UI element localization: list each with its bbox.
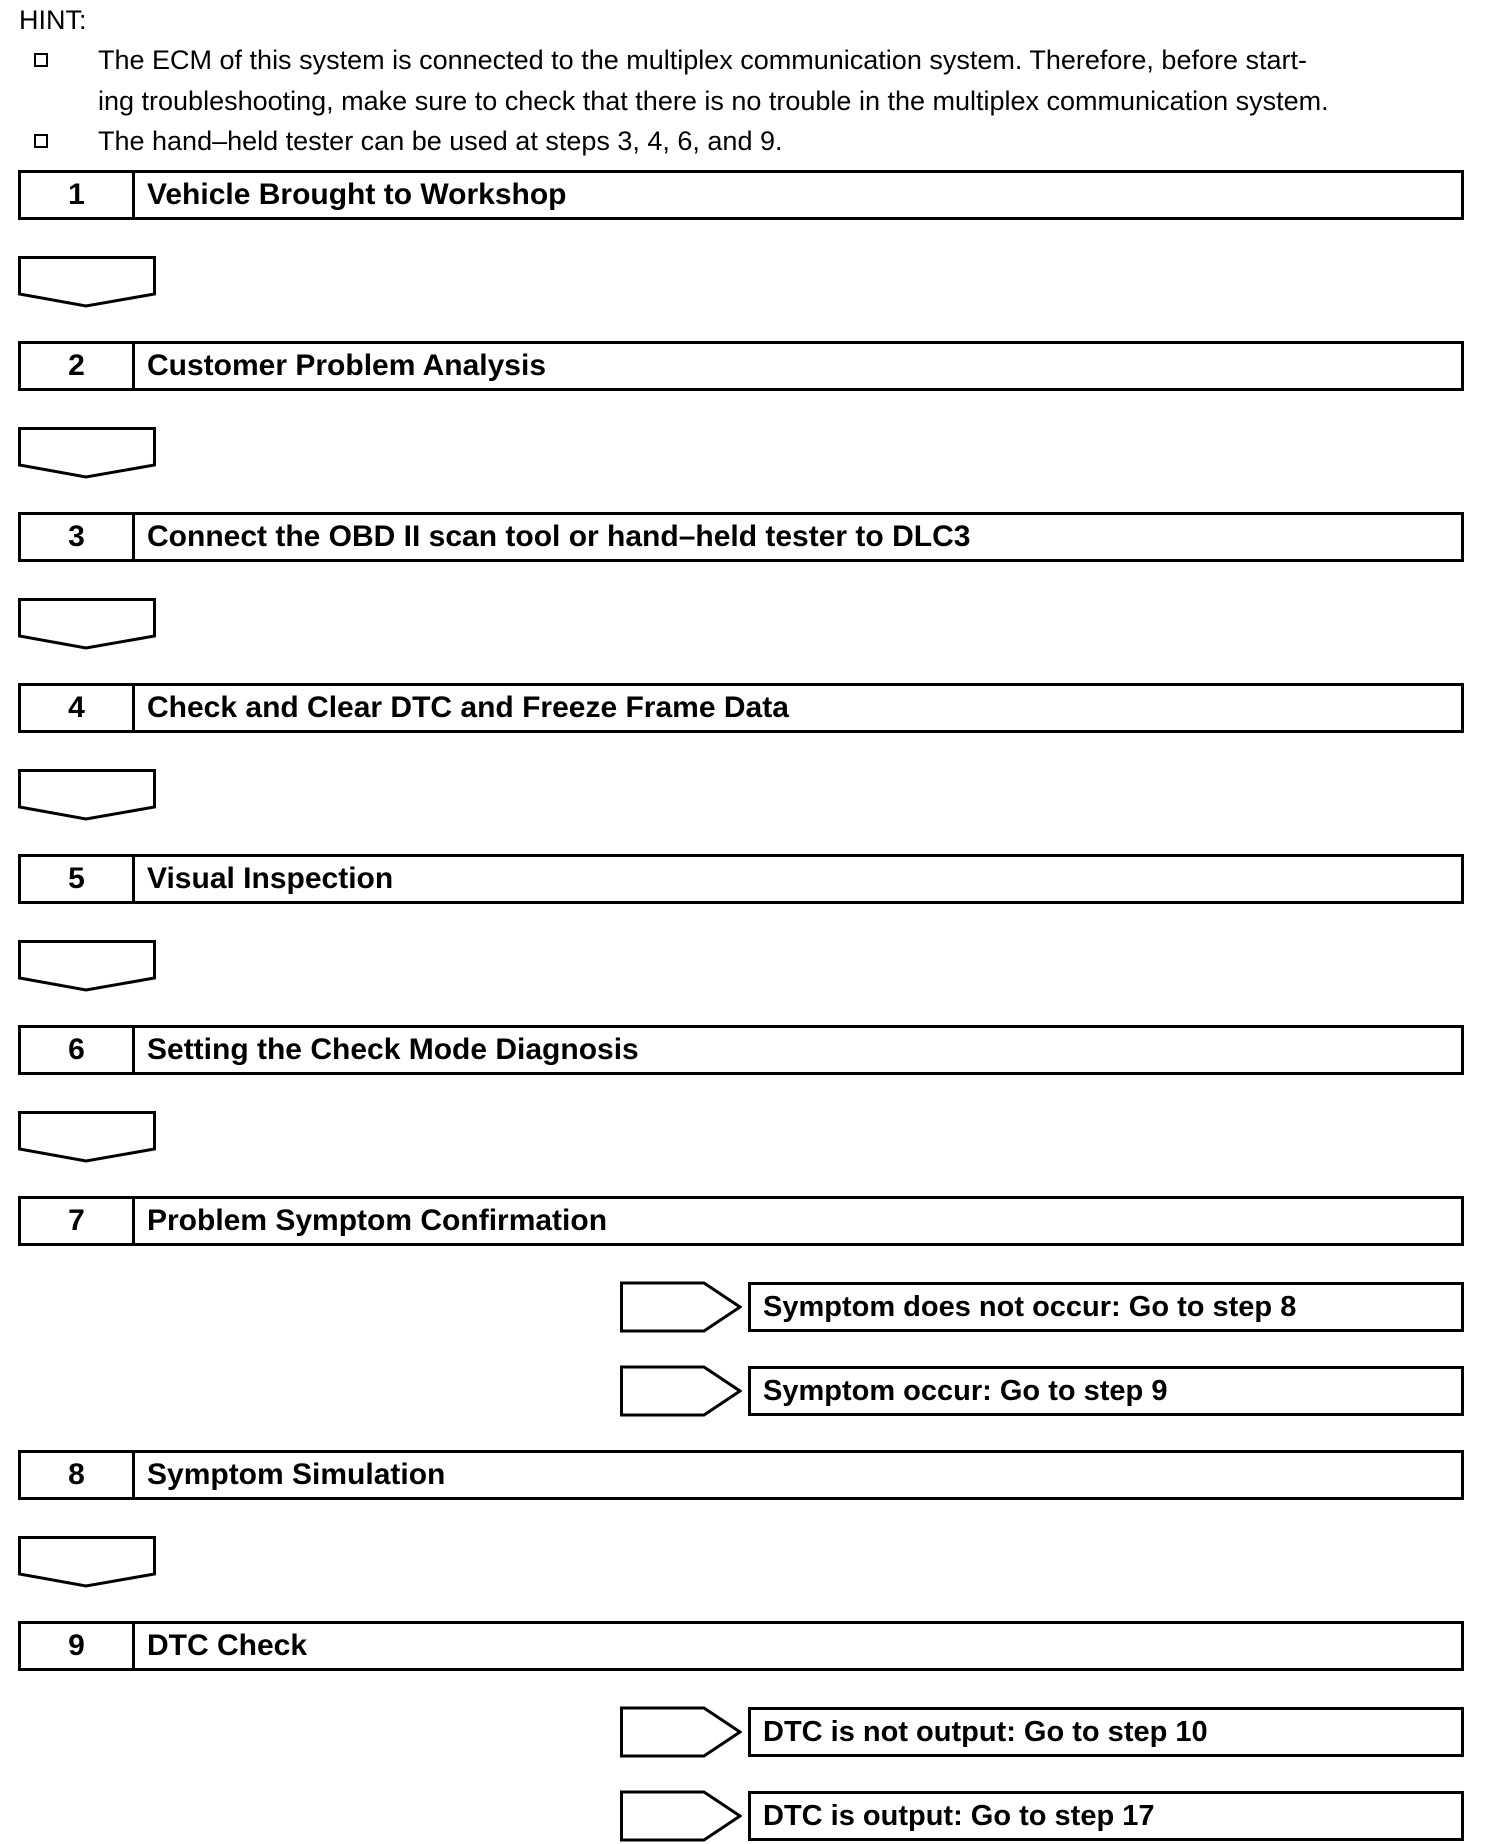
down-arrow-icon xyxy=(18,769,156,821)
step-title: Customer Problem Analysis xyxy=(147,349,547,382)
checkbox-bullet-icon xyxy=(34,53,48,67)
result-box xyxy=(748,1707,1464,1757)
step-title: Visual Inspection xyxy=(147,862,394,895)
result-text: DTC is not output: Go to step 10 xyxy=(763,1716,1208,1748)
down-arrow-icon xyxy=(18,1536,156,1588)
step-title: Problem Symptom Confirmation xyxy=(147,1204,608,1237)
step-number: 6 xyxy=(21,1028,135,1072)
step-2-box xyxy=(18,341,1464,391)
step-number: 3 xyxy=(21,515,135,559)
step-number: 4 xyxy=(21,686,135,730)
down-arrow-icon xyxy=(18,598,156,650)
step-title: Connect the OBD II scan tool or hand–held tester to DLC3 xyxy=(147,520,971,553)
step-4-box xyxy=(18,683,1464,733)
step-number: 7 xyxy=(21,1199,135,1243)
down-arrow-icon xyxy=(18,256,156,308)
hint-text-line: The hand–held tester can be used at steps 3, 4, 6, and 9. xyxy=(98,126,783,156)
right-arrow-icon xyxy=(620,1365,742,1417)
step-title: Vehicle Brought to Workshop xyxy=(147,178,567,211)
result-text: Symptom occur: Go to step 9 xyxy=(763,1375,1168,1407)
step-title: DTC Check xyxy=(147,1629,308,1662)
right-arrow-icon xyxy=(620,1706,742,1758)
down-arrow-icon xyxy=(18,940,156,992)
step-5-box xyxy=(18,854,1464,904)
step-title: Check and Clear DTC and Freeze Frame Data xyxy=(147,691,789,724)
step-title: Symptom Simulation xyxy=(147,1458,446,1491)
checkbox-bullet-icon xyxy=(34,134,48,148)
step-number: 5 xyxy=(21,857,135,901)
down-arrow-icon xyxy=(18,427,156,479)
step-number: 9 xyxy=(21,1624,135,1668)
step-3-box xyxy=(18,512,1464,562)
step-7-box xyxy=(18,1196,1464,1246)
hint-text-line: ing troubleshooting, make sure to check that there is no trouble in the multiplex communication system. xyxy=(98,86,1329,116)
result-box xyxy=(748,1791,1464,1841)
step-1-box xyxy=(18,170,1464,220)
result-box xyxy=(748,1366,1464,1416)
step-6-box xyxy=(18,1025,1464,1075)
result-box xyxy=(748,1282,1464,1332)
step-number: 1 xyxy=(21,173,135,217)
right-arrow-icon xyxy=(620,1790,742,1842)
step-number: 8 xyxy=(21,1453,135,1497)
hint-item xyxy=(34,121,1474,162)
hint-title: HINT: xyxy=(19,5,87,35)
down-arrow-icon xyxy=(18,1111,156,1163)
step-9-box xyxy=(18,1621,1464,1671)
step-8-box xyxy=(18,1450,1464,1500)
step-title: Setting the Check Mode Diagnosis xyxy=(147,1033,639,1066)
hint-text-line: The ECM of this system is connected to the multiplex communication system. Therefore, before start- xyxy=(98,45,1307,75)
hint-item xyxy=(34,40,1474,122)
result-text: DTC is output: Go to step 17 xyxy=(763,1800,1155,1832)
right-arrow-icon xyxy=(620,1281,742,1333)
result-text: Symptom does not occur: Go to step 8 xyxy=(763,1291,1297,1323)
step-number: 2 xyxy=(21,344,135,388)
